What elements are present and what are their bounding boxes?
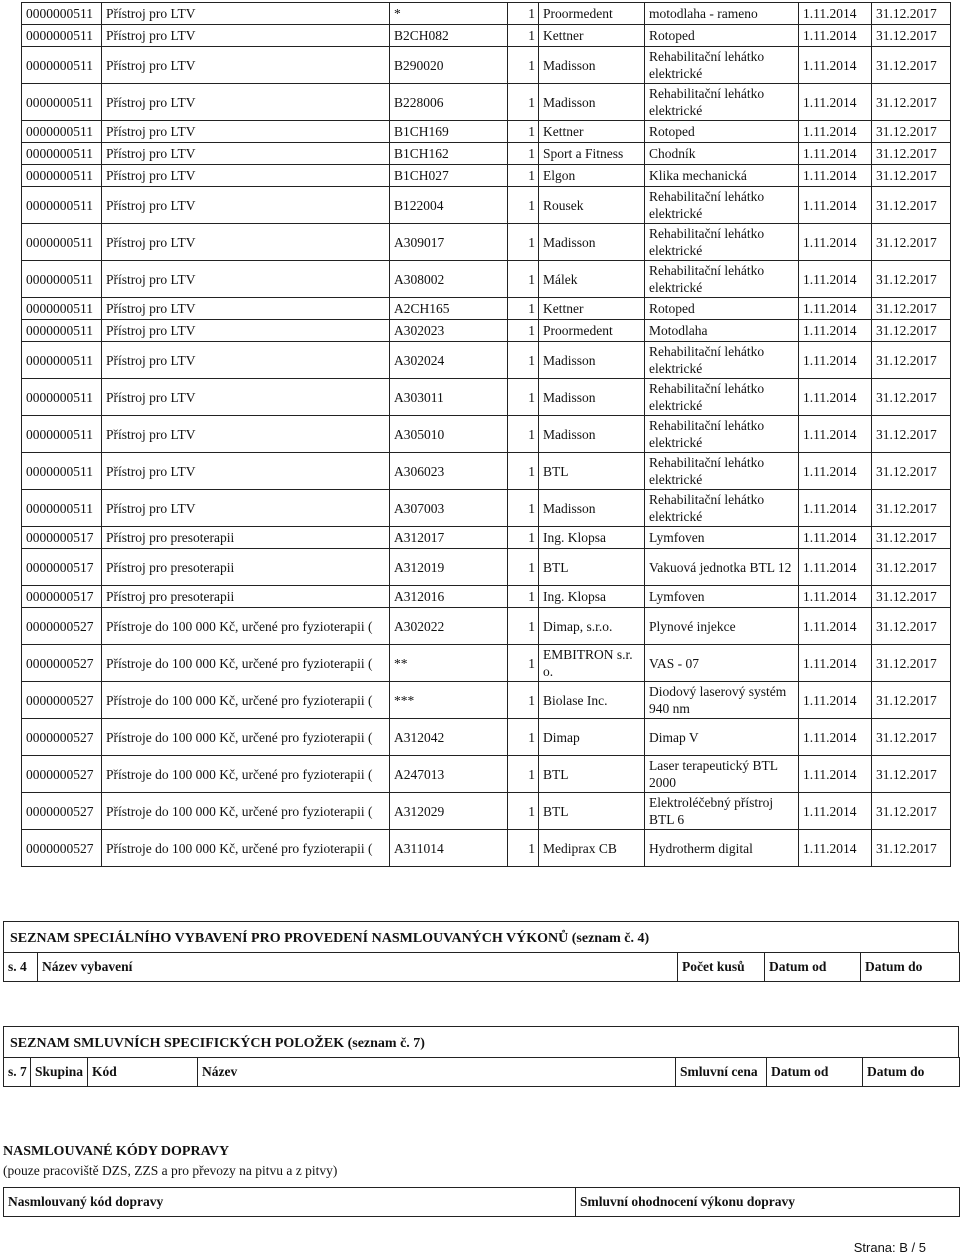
table-row xyxy=(22,47,951,84)
item-name: Přístroj pro presoterapii xyxy=(102,549,390,586)
item-serial: A307003 xyxy=(390,490,508,527)
item-serial: ** xyxy=(390,645,508,682)
item-date-from: 1.11.2014 xyxy=(799,719,872,756)
item-date-to: 31.12.2017 xyxy=(872,47,951,84)
item-name: Přístroj pro LTV xyxy=(102,261,390,298)
item-serial: A306023 xyxy=(390,453,508,490)
item-code: 0000000511 xyxy=(22,187,102,224)
item-date-from: 1.11.2014 xyxy=(799,682,872,719)
item-serial: B1CH169 xyxy=(390,121,508,143)
item-qty: 1 xyxy=(508,793,539,830)
item-date-to: 31.12.2017 xyxy=(872,3,951,25)
item-serial: A312019 xyxy=(390,549,508,586)
item-code: 0000000511 xyxy=(22,165,102,187)
item-qty: 1 xyxy=(508,187,539,224)
page-number: Strana: B / 5 xyxy=(853,1240,926,1255)
item-date-from: 1.11.2014 xyxy=(799,3,872,25)
item-date-to: 31.12.2017 xyxy=(872,84,951,121)
special-equipment-header xyxy=(3,952,960,982)
item-maker: Ing. Klopsa xyxy=(539,527,645,549)
item-maker: Kettner xyxy=(539,298,645,320)
col-s4: s. 4 xyxy=(4,953,38,982)
table-row xyxy=(22,187,951,224)
item-date-from: 1.11.2014 xyxy=(799,379,872,416)
item-maker: Proormedent xyxy=(539,320,645,342)
table-row xyxy=(22,379,951,416)
col-equipment-name: Název vybavení xyxy=(38,953,678,982)
item-type: Rehabilitační lehátko elektrické xyxy=(645,224,799,261)
item-type: Rehabilitační lehátko elektrické xyxy=(645,490,799,527)
col-date-to: Datum do xyxy=(861,953,960,982)
item-serial: A302022 xyxy=(390,608,508,645)
item-type: Motodlaha xyxy=(645,320,799,342)
item-type: Rehabilitační lehátko elektrické xyxy=(645,453,799,490)
item-date-to: 31.12.2017 xyxy=(872,379,951,416)
item-type: Rehabilitační lehátko elektrické xyxy=(645,261,799,298)
table-row xyxy=(22,298,951,320)
table-row xyxy=(22,608,951,645)
table-row xyxy=(22,490,951,527)
item-code: 0000000527 xyxy=(22,793,102,830)
item-serial: A312016 xyxy=(390,586,508,608)
item-qty: 1 xyxy=(508,320,539,342)
item-serial: A303011 xyxy=(390,379,508,416)
item-serial: A311014 xyxy=(390,830,508,867)
item-name: Přístroj pro LTV xyxy=(102,379,390,416)
item-maker: Madisson xyxy=(539,490,645,527)
item-date-to: 31.12.2017 xyxy=(872,586,951,608)
col-transport-code: Nasmlouvaný kód dopravy xyxy=(4,1188,576,1217)
item-code: 0000000517 xyxy=(22,527,102,549)
item-name: Přístroj pro LTV xyxy=(102,25,390,47)
item-name: Přístroj pro LTV xyxy=(102,298,390,320)
item-qty: 1 xyxy=(508,25,539,47)
item-name: Přístroj pro LTV xyxy=(102,490,390,527)
item-code: 0000000511 xyxy=(22,261,102,298)
table-row xyxy=(22,682,951,719)
item-type: Dimap V xyxy=(645,719,799,756)
table-row xyxy=(22,793,951,830)
col-transport-value: Smluvní ohodnocení výkonu dopravy xyxy=(576,1188,960,1217)
item-code: 0000000517 xyxy=(22,586,102,608)
col-price: Smluvní cena xyxy=(676,1058,767,1087)
item-code: 0000000527 xyxy=(22,756,102,793)
item-code: 0000000511 xyxy=(22,320,102,342)
item-qty: 1 xyxy=(508,165,539,187)
item-maker: BTL xyxy=(539,756,645,793)
table-row xyxy=(22,224,951,261)
item-maker: Biolase Inc. xyxy=(539,682,645,719)
col-name: Název xyxy=(198,1058,676,1087)
special-equipment-title: SEZNAM SPECIÁLNÍHO VYBAVENÍ PRO PROVEDENÍ NASMLOUVANÝCH VÝKONŮ (seznam č. 4) xyxy=(3,921,959,952)
item-name: Přístroje do 100 000 Kč, určené pro fyzioterapii ( xyxy=(102,608,390,645)
item-date-to: 31.12.2017 xyxy=(872,527,951,549)
item-type: Rehabilitační lehátko elektrické xyxy=(645,187,799,224)
item-name: Přístroj pro presoterapii xyxy=(102,586,390,608)
item-date-from: 1.11.2014 xyxy=(799,756,872,793)
item-date-to: 31.12.2017 xyxy=(872,261,951,298)
col-count: Počet kusů xyxy=(678,953,765,982)
item-serial: A308002 xyxy=(390,261,508,298)
table-row xyxy=(22,549,951,586)
item-code: 0000000511 xyxy=(22,379,102,416)
item-maker: Madisson xyxy=(539,379,645,416)
item-type: Rotoped xyxy=(645,25,799,47)
item-date-to: 31.12.2017 xyxy=(872,224,951,261)
item-name: Přístroj pro LTV xyxy=(102,84,390,121)
item-qty: 1 xyxy=(508,121,539,143)
item-date-to: 31.12.2017 xyxy=(872,549,951,586)
item-code: 0000000527 xyxy=(22,719,102,756)
item-maker: Proormedent xyxy=(539,3,645,25)
item-date-from: 1.11.2014 xyxy=(799,25,872,47)
item-maker: BTL xyxy=(539,549,645,586)
item-name: Přístroj pro LTV xyxy=(102,143,390,165)
item-maker: Madisson xyxy=(539,342,645,379)
item-name: Přístroj pro LTV xyxy=(102,165,390,187)
item-maker: Madisson xyxy=(539,84,645,121)
item-serial: A302024 xyxy=(390,342,508,379)
item-code: 0000000511 xyxy=(22,490,102,527)
item-type: Rehabilitační lehátko elektrické xyxy=(645,379,799,416)
item-name: Přístroj pro LTV xyxy=(102,224,390,261)
table-row xyxy=(22,320,951,342)
col-code: Kód xyxy=(88,1058,198,1087)
table-row xyxy=(22,3,951,25)
item-date-from: 1.11.2014 xyxy=(799,527,872,549)
col-group: Skupina xyxy=(31,1058,88,1087)
item-code: 0000000511 xyxy=(22,121,102,143)
item-maker: Dimap, s.r.o. xyxy=(539,608,645,645)
table-row xyxy=(22,527,951,549)
item-qty: 1 xyxy=(508,490,539,527)
item-name: Přístroj pro LTV xyxy=(102,416,390,453)
table-row xyxy=(22,84,951,121)
item-type: Diodový laserový systém 940 nm xyxy=(645,682,799,719)
item-date-to: 31.12.2017 xyxy=(872,143,951,165)
item-serial: A312042 xyxy=(390,719,508,756)
item-date-from: 1.11.2014 xyxy=(799,645,872,682)
item-serial: A312017 xyxy=(390,527,508,549)
item-qty: 1 xyxy=(508,261,539,298)
item-date-from: 1.11.2014 xyxy=(799,342,872,379)
item-serial: A247013 xyxy=(390,756,508,793)
item-type: Rehabilitační lehátko elektrické xyxy=(645,84,799,121)
item-date-from: 1.11.2014 xyxy=(799,549,872,586)
table-row xyxy=(22,645,951,682)
item-date-to: 31.12.2017 xyxy=(872,645,951,682)
item-type: Laser terapeutický BTL 2000 xyxy=(645,756,799,793)
item-date-from: 1.11.2014 xyxy=(799,84,872,121)
item-type: Rehabilitační lehátko elektrické xyxy=(645,47,799,84)
item-serial: B1CH027 xyxy=(390,165,508,187)
item-code: 0000000527 xyxy=(22,645,102,682)
item-serial: * xyxy=(390,3,508,25)
item-type: motodlaha - rameno xyxy=(645,3,799,25)
item-maker: Elgon xyxy=(539,165,645,187)
item-code: 0000000511 xyxy=(22,416,102,453)
item-maker: Dimap xyxy=(539,719,645,756)
item-name: Přístroj pro LTV xyxy=(102,47,390,84)
item-date-from: 1.11.2014 xyxy=(799,187,872,224)
item-type: VAS - 07 xyxy=(645,645,799,682)
item-date-to: 31.12.2017 xyxy=(872,490,951,527)
table-row xyxy=(22,143,951,165)
item-date-to: 31.12.2017 xyxy=(872,793,951,830)
table-row xyxy=(22,342,951,379)
item-date-to: 31.12.2017 xyxy=(872,608,951,645)
item-type: Rehabilitační lehátko elektrické xyxy=(645,416,799,453)
item-date-to: 31.12.2017 xyxy=(872,121,951,143)
item-qty: 1 xyxy=(508,830,539,867)
item-serial: B228006 xyxy=(390,84,508,121)
transport-codes-title: NASMLOUVANÉ KÓDY DOPRAVY xyxy=(3,1144,230,1159)
item-name: Přístroj pro LTV xyxy=(102,320,390,342)
item-date-from: 1.11.2014 xyxy=(799,165,872,187)
item-qty: 1 xyxy=(508,645,539,682)
table-row xyxy=(22,25,951,47)
item-type: Rotoped xyxy=(645,298,799,320)
item-serial: B1CH162 xyxy=(390,143,508,165)
item-code: 0000000511 xyxy=(22,3,102,25)
item-date-to: 31.12.2017 xyxy=(872,416,951,453)
item-type: Hydrotherm digital xyxy=(645,830,799,867)
col-date-from: Datum od xyxy=(765,953,861,982)
item-maker: Madisson xyxy=(539,224,645,261)
item-maker: BTL xyxy=(539,793,645,830)
item-date-to: 31.12.2017 xyxy=(872,830,951,867)
table-row xyxy=(22,416,951,453)
table-row xyxy=(22,586,951,608)
item-date-to: 31.12.2017 xyxy=(872,320,951,342)
item-code: 0000000511 xyxy=(22,298,102,320)
item-date-from: 1.11.2014 xyxy=(799,261,872,298)
item-maker: Madisson xyxy=(539,47,645,84)
item-name: Přístroje do 100 000 Kč, určené pro fyzioterapii ( xyxy=(102,756,390,793)
item-date-to: 31.12.2017 xyxy=(872,719,951,756)
item-name: Přístroje do 100 000 Kč, určené pro fyzioterapii ( xyxy=(102,682,390,719)
item-code: 0000000511 xyxy=(22,342,102,379)
item-date-from: 1.11.2014 xyxy=(799,490,872,527)
item-qty: 1 xyxy=(508,416,539,453)
item-date-to: 31.12.2017 xyxy=(872,453,951,490)
item-qty: 1 xyxy=(508,608,539,645)
item-code: 0000000527 xyxy=(22,608,102,645)
item-type: Klika mechanická xyxy=(645,165,799,187)
item-date-from: 1.11.2014 xyxy=(799,121,872,143)
item-qty: 1 xyxy=(508,47,539,84)
item-date-from: 1.11.2014 xyxy=(799,143,872,165)
item-date-from: 1.11.2014 xyxy=(799,298,872,320)
item-code: 0000000517 xyxy=(22,549,102,586)
item-maker: Málek xyxy=(539,261,645,298)
item-name: Přístroj pro LTV xyxy=(102,342,390,379)
item-date-to: 31.12.2017 xyxy=(872,682,951,719)
item-date-to: 31.12.2017 xyxy=(872,298,951,320)
item-code: 0000000511 xyxy=(22,143,102,165)
item-code: 0000000511 xyxy=(22,47,102,84)
item-date-to: 31.12.2017 xyxy=(872,756,951,793)
item-qty: 1 xyxy=(508,586,539,608)
item-qty: 1 xyxy=(508,298,539,320)
equipment-table xyxy=(21,2,951,867)
item-serial: B290020 xyxy=(390,47,508,84)
item-type: Plynové injekce xyxy=(645,608,799,645)
table-row xyxy=(22,830,951,867)
item-type: Rehabilitační lehátko elektrické xyxy=(645,342,799,379)
item-name: Přístroj pro LTV xyxy=(102,3,390,25)
table-row xyxy=(22,121,951,143)
col-date-from-7: Datum od xyxy=(767,1058,863,1087)
item-date-from: 1.11.2014 xyxy=(799,453,872,490)
table-row xyxy=(22,261,951,298)
item-maker: Kettner xyxy=(539,121,645,143)
item-maker: Sport a Fitness xyxy=(539,143,645,165)
item-code: 0000000511 xyxy=(22,224,102,261)
item-name: Přístroj pro LTV xyxy=(102,453,390,490)
table-row xyxy=(22,165,951,187)
item-maker: Kettner xyxy=(539,25,645,47)
item-qty: 1 xyxy=(508,756,539,793)
item-date-from: 1.11.2014 xyxy=(799,793,872,830)
item-date-to: 31.12.2017 xyxy=(872,187,951,224)
item-serial: A312029 xyxy=(390,793,508,830)
item-qty: 1 xyxy=(508,342,539,379)
item-serial: *** xyxy=(390,682,508,719)
item-date-from: 1.11.2014 xyxy=(799,608,872,645)
item-qty: 1 xyxy=(508,3,539,25)
transport-codes-subtitle: (pouze pracoviště DZS, ZZS a pro převozy na pitvu a z pitvy) xyxy=(3,1163,338,1178)
item-name: Přístroj pro LTV xyxy=(102,187,390,224)
item-name: Přístroje do 100 000 Kč, určené pro fyzioterapii ( xyxy=(102,719,390,756)
item-date-from: 1.11.2014 xyxy=(799,320,872,342)
item-qty: 1 xyxy=(508,682,539,719)
item-qty: 1 xyxy=(508,84,539,121)
item-serial: A302023 xyxy=(390,320,508,342)
item-type: Lymfoven xyxy=(645,586,799,608)
item-serial: A309017 xyxy=(390,224,508,261)
item-date-to: 31.12.2017 xyxy=(872,165,951,187)
item-maker: Madisson xyxy=(539,416,645,453)
item-type: Lymfoven xyxy=(645,527,799,549)
item-date-from: 1.11.2014 xyxy=(799,586,872,608)
table-row xyxy=(22,756,951,793)
table-row xyxy=(22,719,951,756)
contract-items-title: SEZNAM SMLUVNÍCH SPECIFICKÝCH POLOŽEK (seznam č. 7) xyxy=(3,1026,959,1057)
item-qty: 1 xyxy=(508,143,539,165)
transport-codes-header xyxy=(3,1187,960,1217)
item-code: 0000000511 xyxy=(22,25,102,47)
item-serial: A2CH165 xyxy=(390,298,508,320)
item-type: Chodník xyxy=(645,143,799,165)
item-code: 0000000527 xyxy=(22,682,102,719)
item-name: Přístroj pro LTV xyxy=(102,121,390,143)
item-qty: 1 xyxy=(508,549,539,586)
item-maker: BTL xyxy=(539,453,645,490)
item-type: Elektroléčebný přístroj BTL 6 xyxy=(645,793,799,830)
item-date-to: 31.12.2017 xyxy=(872,25,951,47)
item-maker: Rousek xyxy=(539,187,645,224)
item-maker: EMBITRON s.r. o. xyxy=(539,645,645,682)
item-code: 0000000511 xyxy=(22,453,102,490)
item-name: Přístroje do 100 000 Kč, určené pro fyzioterapii ( xyxy=(102,830,390,867)
item-code: 0000000511 xyxy=(22,84,102,121)
item-type: Vakuová jednotka BTL 12 xyxy=(645,549,799,586)
item-qty: 1 xyxy=(508,224,539,261)
item-serial: A305010 xyxy=(390,416,508,453)
item-date-to: 31.12.2017 xyxy=(872,342,951,379)
item-serial: B122004 xyxy=(390,187,508,224)
item-qty: 1 xyxy=(508,453,539,490)
item-date-from: 1.11.2014 xyxy=(799,224,872,261)
contract-items-header xyxy=(3,1057,960,1087)
item-maker: Mediprax CB xyxy=(539,830,645,867)
item-date-from: 1.11.2014 xyxy=(799,47,872,84)
item-name: Přístroj pro presoterapii xyxy=(102,527,390,549)
col-s7: s. 7 xyxy=(4,1058,31,1087)
item-qty: 1 xyxy=(508,379,539,416)
item-serial: B2CH082 xyxy=(390,25,508,47)
col-date-to-7: Datum do xyxy=(863,1058,960,1087)
item-date-from: 1.11.2014 xyxy=(799,416,872,453)
item-date-from: 1.11.2014 xyxy=(799,830,872,867)
item-qty: 1 xyxy=(508,719,539,756)
item-maker: Ing. Klopsa xyxy=(539,586,645,608)
item-qty: 1 xyxy=(508,527,539,549)
table-row xyxy=(22,453,951,490)
item-name: Přístroje do 100 000 Kč, určené pro fyzioterapii ( xyxy=(102,793,390,830)
item-name: Přístroje do 100 000 Kč, určené pro fyzioterapii ( xyxy=(102,645,390,682)
item-type: Rotoped xyxy=(645,121,799,143)
item-code: 0000000527 xyxy=(22,830,102,867)
